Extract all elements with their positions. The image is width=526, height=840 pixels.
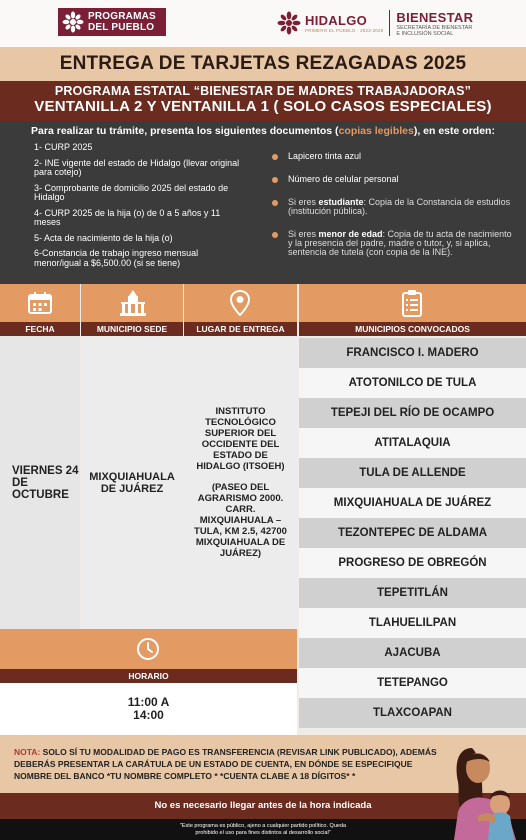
logo-line-1: PROGRAMAS: [88, 11, 156, 22]
note-text: [14, 746, 444, 782]
hidalgo-tagline: PRIMERO EL PUEBLO · 2022-2028: [305, 28, 384, 33]
title-band: [0, 47, 526, 81]
convocados-icon-cell: [299, 284, 526, 322]
municipio-value: MIXQUIAHUALA DE JUÁREZ: [81, 336, 183, 629]
calendar-icon: [28, 292, 52, 319]
documents-intro: [0, 121, 526, 137]
clipboard-icon: [402, 290, 422, 322]
item-text: Lapicero tinta azul: [288, 151, 362, 161]
list-item: 2- INE vigente del estado de Hidalgo (llevar original para cotejo): [34, 157, 240, 177]
documents-list: [34, 143, 244, 274]
programas-del-pueblo-logo: [58, 8, 166, 36]
item-bold: estudiante: [318, 197, 364, 207]
list-item: [272, 230, 512, 257]
convocados-header: MUNICIPIOS CONVOCADOS: [299, 322, 526, 336]
list-item: AJACUBA: [299, 638, 526, 668]
municipios-list: [299, 336, 526, 732]
item-text: : Copia de la Constancia de estudios (institución pública).: [288, 197, 511, 216]
lugar-value: [184, 336, 297, 629]
horario-header: HORARIO: [0, 669, 297, 683]
item-text: Número de celular personal: [288, 174, 399, 184]
fecha-icon-cell: [0, 284, 80, 322]
lugar-address: (PASEO DEL AGRARISMO 2000. CARR. MIXQUIAHUALA – TULA, KM 2.5, 42700 MIXQUIAHUALA DE JUÁREZ): [194, 482, 287, 559]
legal-line-1: "Este programa es público, ajeno a cualquier partido político. Queda: [179, 823, 347, 829]
list-item: TLAXCOAPAN: [299, 698, 526, 728]
top-bar: [0, 0, 526, 47]
lugar-icon-cell: [184, 284, 297, 322]
program-name: PROGRAMA ESTATAL “BIENESTAR DE MADRES TRABAJADORAS”: [54, 84, 472, 98]
municipio-header: MUNICIPIO SEDE: [81, 322, 183, 336]
list-item: [272, 152, 512, 161]
horario-value: [0, 683, 297, 735]
item-text: : Copia de tu acta de nacimiento y la presencia del padre, madre o tutor, y, si aplica, sentencia de tutela (con copia de la INE).: [288, 229, 512, 257]
program-window: VENTANILLA 2 Y VENTANILLA 1 ( SOLO CASOS ESPECIALES): [34, 98, 492, 115]
fecha-value: VIERNES 24 DE OCTUBRE: [0, 336, 80, 629]
documents-panel: [0, 121, 526, 284]
list-item: TULA DE ALLENDE: [299, 458, 526, 488]
page-title: ENTREGA DE TARJETAS REZAGADAS 2025: [59, 53, 467, 74]
list-item: 5- Acta de nacimiento de la hija (o): [34, 232, 173, 243]
clock-icon: [136, 637, 160, 666]
location-pin-icon: [230, 290, 250, 321]
fecha-header: FECHA: [0, 322, 80, 336]
flower-icon: [62, 11, 84, 33]
list-item: TEPEJI DEL RÍO DE OCAMPO: [299, 398, 526, 428]
list-item: TETEPANGO: [299, 668, 526, 698]
note-prefix: NOTA:: [14, 747, 43, 757]
list-item: PROGRESO DE OBREGÓN: [299, 548, 526, 578]
bienestar-sub-2: E INCLUSIÓN SOCIAL: [396, 30, 454, 37]
bienestar-sub-1: SECRETARÍA DE BIENESTAR: [396, 24, 473, 31]
list-item: 4- CURP 2025 de la hija (o) de 0 a 5 años y 11 meses: [34, 207, 221, 227]
horario-icon-cell: [0, 629, 297, 669]
list-item: TEZONTEPEC DE ALDAMA: [299, 518, 526, 548]
horario-text: 11:00 A 14:00: [127, 695, 170, 722]
list-item: [272, 175, 512, 184]
extra-requirements-list: [272, 152, 512, 271]
arrival-notice: No es necesario llegar antes de la hora indicada: [0, 793, 526, 819]
mother-child-illustration: [444, 742, 526, 840]
program-band: [0, 81, 526, 121]
list-item: ATITALAQUIA: [299, 428, 526, 458]
item-pre: Si eres: [288, 229, 319, 239]
list-item: 3- Comprobante de domicilio 2025 del estado de Hidalgo: [34, 182, 229, 202]
intro-highlight: copias legibles: [338, 125, 414, 137]
hidalgo-flower-icon: [277, 11, 301, 35]
intro-text-post: ), en este orden:: [413, 125, 495, 137]
item-bold: menor de edad: [318, 229, 383, 239]
municipio-icon-cell: [81, 284, 183, 322]
list-item: 1- CURP 2025: [34, 142, 93, 152]
hidalgo-name: HIDALGO: [305, 13, 368, 28]
logo-line-2: DEL PUEBLO: [88, 22, 155, 33]
list-item: MIXQUIAHUALA DE JUÁREZ: [299, 488, 526, 518]
lugar-header: LUGAR DE ENTREGA: [184, 322, 297, 336]
item-pre: Si eres: [288, 197, 319, 207]
list-item: TLAHUELILPAN: [299, 608, 526, 638]
logo-divider: [389, 10, 390, 36]
building-icon: [119, 290, 147, 321]
list-item: [272, 198, 512, 216]
legal-line-2: prohibido el uso para fines distintos al desarrollo social": [195, 830, 331, 836]
bienestar-name: BIENESTAR: [396, 9, 474, 25]
note-body: SOLO SÍ TU MODALIDAD DE PAGO ES TRANSFERENCIA (REVISAR LINK PUBLICADO), ADEMÁS DEBERÁS PRESENTAR LA CARÁTULA DE UN ESTADO DE CUENTA, EN DÓNDE SE ESPECIFIQUE NOMBRE DEL BANCO *TU NOMBRE COMPLETO * *CUENTA CLABE A 18 DÍGITOS* *: [14, 747, 437, 781]
intro-text-pre: Para realizar tu trámite, presenta los siguientes documentos (: [31, 125, 339, 137]
hidalgo-bienestar-logo: [277, 7, 473, 39]
list-item: FRANCISCO I. MADERO: [299, 338, 526, 368]
lugar-institution: INSTITUTO TECNOLÓGICO SUPERIOR DEL OCCIDENTE DEL ESTADO DE HIDALGO (ITSOEH): [196, 406, 285, 472]
list-item: 6-Constancia de trabajo ingreso mensual menor/igual a $6,500.00 (si se tiene): [34, 248, 199, 268]
list-item: TEPETITLÁN: [299, 578, 526, 608]
list-item: ATOTONILCO DE TULA: [299, 368, 526, 398]
